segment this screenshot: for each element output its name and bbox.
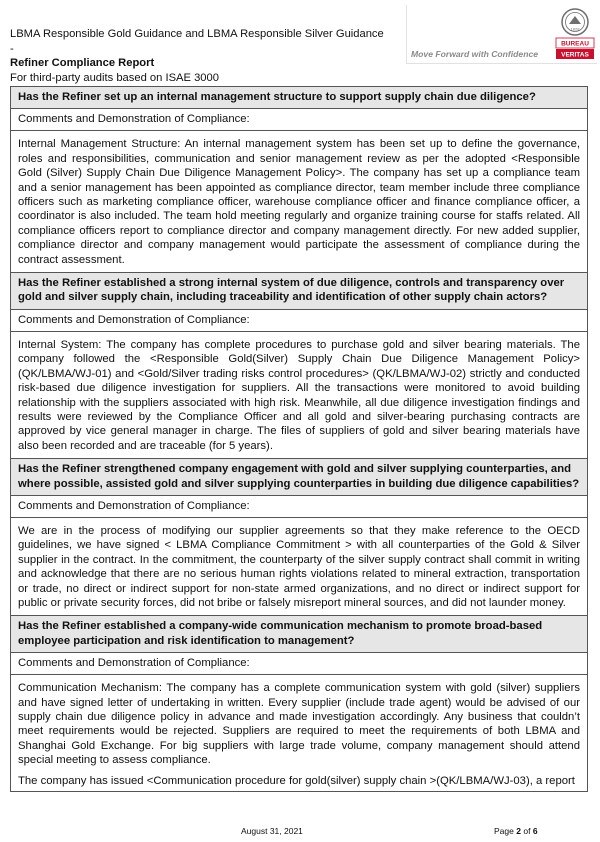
section-comments-label: Comments and Demonstration of Compliance: bbox=[11, 653, 587, 675]
response-paragraph: Internal System: The company has complete procedures to purchase gold and silver bearing materials. The company followed the <Responsible Gold(Silver) Supply Chain Due Diligence Management Policy>(QK/LBMA/WJ-01) and <Gold/Silver trading risks control procedures> (QK/LBMA/WJ-02) strictly and conducted risk-based due diligence investigation for suppliers. All the transactions were monitored to avoid building relationship with the suppliers associated with high risk. Meanwhile, all due diligence investigation findings and results were reviewed by the Compliance Officer and all gold and silver-bearing purchasing contracts are approved by vice general manager in charge. The files of suppliers of gold and silver bearing materials have also been recorded and are traceable (for 5 years). bbox=[18, 338, 580, 452]
page-total: 6 bbox=[532, 826, 538, 836]
section-question: Has the Refiner established a strong internal system of due diligence, controls and transparency over gold and silver supply chain, including traceability and identification of other supply chain actors? bbox=[11, 273, 587, 310]
section-comments-label: Comments and Demonstration of Compliance: bbox=[11, 496, 587, 518]
page-label: Page bbox=[494, 826, 514, 836]
section-question: Has the Refiner established a company-wide communication mechanism to promote broad-based employee participation and risk identification to management? bbox=[11, 616, 587, 653]
header-report-name: Refiner Compliance Report bbox=[10, 57, 155, 69]
header-subtitle: For third-party audits based on ISAE 3000 bbox=[10, 71, 219, 84]
logo-brand-top: BUREAU bbox=[561, 40, 589, 48]
page-current: 2 bbox=[516, 826, 521, 836]
header-title-line: LBMA Responsible Gold Guidance and LBMA Responsible Silver Guidance - bbox=[10, 28, 384, 55]
section-question: Has the Refiner set up an internal management structure to support supply chain due diligence? bbox=[11, 87, 587, 109]
compliance-table bbox=[10, 86, 588, 792]
logo-tagline: Move Forward with Confidence bbox=[411, 49, 539, 59]
response-paragraph: Internal Management Structure: An internal management system has been set up to define the governance, roles and responsibilities, communication and senior management review as per the adopted <Responsible Gold (Silver) Supply Chain Due Diligence Management Policy>. The company has set up a compliance team and a senior management has been appointed as compliance director, team member include three compliance officers such as marketing compliance officer, warehouse compliance officer and finance compliance officer, a coordinator is also included. The team hold meeting regularly and organize training course for staffs related. All compliance officers report to compliance director and company management directly. For new added supplier, compliance director and company management would participate the assessment of compliance during the contract assessment. bbox=[18, 138, 580, 266]
section-comments-label: Comments and Demonstration of Compliance: bbox=[11, 310, 587, 332]
section-question: Has the Refiner strengthened company engagement with gold and silver supplying counterparties, and where possible, assisted gold and silver supplying counterparties in building due diligence capabilities? bbox=[11, 459, 587, 496]
section-comments-label: Comments and Demonstration of Compliance: bbox=[11, 109, 587, 131]
section-response bbox=[11, 518, 587, 616]
section-response bbox=[11, 675, 587, 791]
response-paragraph: The company has issued <Communication procedure for gold(silver) supply chain >(QK/LBMA/WJ-03), a report bbox=[18, 774, 575, 787]
seal-year: 1828 bbox=[570, 26, 580, 32]
logo-brand-bottom: VERITAS bbox=[561, 51, 589, 59]
page-number bbox=[494, 826, 538, 836]
page-of-label: of bbox=[523, 826, 531, 836]
bureau-veritas-logo bbox=[406, 5, 597, 64]
section-response bbox=[11, 131, 587, 273]
footer-date: August 31, 2021 bbox=[241, 826, 303, 836]
bureau-veritas-seal-icon bbox=[555, 7, 595, 61]
response-paragraph: We are in the process of modifying our supplier agreements so that they make reference to the OECD guidelines, we have signed < LBMA Compliance Commitment > with all counterparties of the Gold & Silver supplier in the contract. In the commitment, the counterparty of the silver supply contract shall commit in writing and acknowledge that there are no serious human rights violations related to mineral extraction, transportation or trade, no direct or indirect support for non-state armed organizations, and no direct or indirect support for public or private security forces, did not bribe or falsely misreport mineral sources, and did not launder money. bbox=[18, 524, 580, 609]
report-header bbox=[10, 27, 390, 85]
response-paragraph: Communication Mechanism: The company has a complete communication system with gold (silver) suppliers and have signed letter of undertaking in written. Every supplier (include trade agent) would be advised of our supply chain due diligence policy in advance and made investigation accordingly. Any business that couldn’t meet requirements would be rejected. Suppliers are required to meet the requirements of both LBMA and Shanghai Gold Exchange. For big suppliers with large trade volume, company management should attend special meeting to assess compliance. bbox=[18, 682, 580, 767]
section-response bbox=[11, 332, 587, 459]
